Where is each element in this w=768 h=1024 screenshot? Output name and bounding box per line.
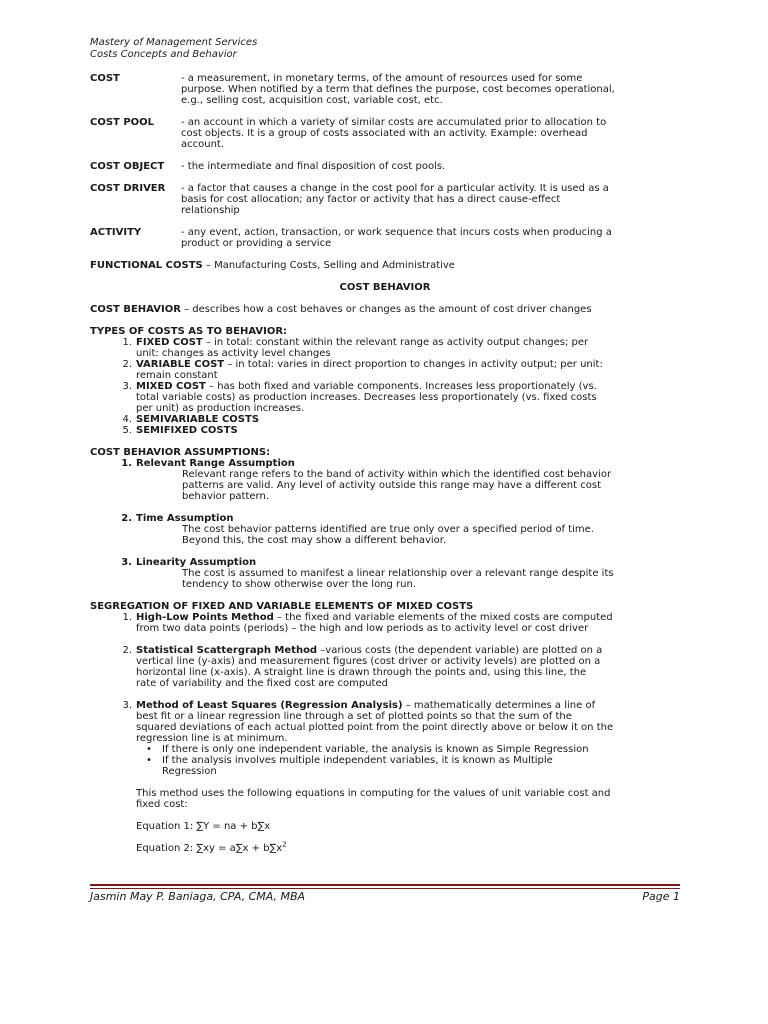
types-heading: TYPES OF COSTS AS TO BEHAVIOR: bbox=[90, 326, 288, 337]
definitions-list bbox=[90, 73, 680, 249]
definition-text bbox=[181, 73, 680, 106]
assumptions-list bbox=[90, 458, 680, 590]
page-header bbox=[90, 37, 257, 61]
type-line bbox=[136, 337, 680, 348]
definition-line: account. bbox=[181, 139, 225, 150]
definition-row bbox=[90, 117, 680, 150]
definition-line: product or providing a service bbox=[181, 238, 332, 249]
assumption-item bbox=[90, 513, 680, 546]
assumption-item bbox=[90, 458, 680, 502]
definition-term: COST bbox=[90, 73, 120, 84]
assumption-line: Relevant range refers to the band of activity within which the identified cost behavior bbox=[182, 469, 612, 480]
assumption-body bbox=[136, 458, 680, 502]
segregation-body bbox=[136, 645, 680, 689]
segregation-body bbox=[136, 612, 680, 634]
type-line bbox=[136, 359, 680, 370]
definition-line: - the intermediate and final disposition of cost pools. bbox=[181, 161, 446, 172]
definition-row bbox=[90, 227, 680, 249]
type-text: – has both fixed and variable components. Increases less proportionately (vs. bbox=[205, 381, 597, 392]
segregation-line bbox=[136, 667, 680, 678]
assumption-text bbox=[136, 568, 680, 590]
definition-text bbox=[181, 161, 680, 172]
segregation-number: 3. bbox=[122, 700, 132, 711]
assumption-title: Time Assumption bbox=[136, 513, 234, 524]
assumption-text bbox=[136, 469, 680, 502]
definition-line: relationship bbox=[181, 205, 240, 216]
segregation-line bbox=[136, 612, 680, 623]
page-footer bbox=[90, 891, 680, 903]
bullet-line: If there is only one independent variable, the analysis is known as Simple Regression bbox=[162, 744, 589, 755]
segregation-number: 2. bbox=[122, 645, 132, 656]
segregation-text: rate of variability and the fixed cost are computed bbox=[136, 678, 388, 689]
definition-term: COST DRIVER bbox=[90, 183, 166, 194]
type-text: total variable costs) as production increases. Decreases less proportionately (vs. fixed costs bbox=[136, 392, 597, 403]
assumption-line: Beyond this, the cost may show a different behavior. bbox=[182, 535, 447, 546]
type-line bbox=[136, 414, 680, 425]
type-text: – in total: constant within the relevant range as activity output changes; per bbox=[202, 337, 589, 348]
type-number: 1. bbox=[122, 337, 132, 348]
document-body bbox=[90, 73, 680, 865]
bullet-text bbox=[162, 755, 553, 777]
functional-costs-line: FUNCTIONAL COSTS – Manufacturing Costs, Selling and Administrative bbox=[90, 260, 455, 271]
footer-rule bbox=[90, 884, 680, 886]
type-label: FIXED COST bbox=[136, 337, 203, 348]
segregation-line bbox=[136, 722, 680, 733]
bullet-item bbox=[136, 755, 680, 777]
type-item bbox=[90, 425, 680, 436]
segregation-line bbox=[136, 645, 680, 656]
segregation-text: horizontal line (x-axis). A straight line is drawn through the points and, using this line, the bbox=[136, 667, 587, 678]
type-label: SEMIFIXED COSTS bbox=[136, 425, 238, 436]
footer-rule-thin bbox=[90, 888, 680, 889]
regression-bullets bbox=[136, 744, 680, 777]
definition-term: COST POOL bbox=[90, 117, 155, 128]
type-label: VARIABLE COST bbox=[136, 359, 225, 370]
equation-2-exponent: 2 bbox=[282, 840, 287, 849]
types-list bbox=[90, 337, 680, 436]
type-text: per unit) as production increases. bbox=[136, 403, 305, 414]
segregation-line bbox=[136, 656, 680, 667]
type-item bbox=[90, 337, 680, 359]
segregation-text: – the fixed and variable elements of the mixed costs are computed bbox=[273, 612, 613, 623]
definition-line: - a factor that causes a change in the cost pool for a particular activity. It is used as a bbox=[181, 183, 609, 194]
segregation-label: Statistical Scattergraph Method bbox=[136, 645, 318, 656]
segregation-text: regression line is at minimum. bbox=[136, 733, 288, 744]
segregation-item bbox=[90, 700, 680, 854]
segregation-line bbox=[136, 733, 680, 744]
assumption-body bbox=[136, 557, 680, 590]
type-body bbox=[136, 414, 680, 425]
equation-2-text: Equation 2: ∑xy = a∑x + b∑x bbox=[136, 843, 283, 854]
segregation-text: from two data points (periods) – the high and low periods as to activity level or cost driver bbox=[136, 623, 589, 634]
cost-behavior-heading: COST BEHAVIOR bbox=[339, 282, 431, 293]
type-text: unit: changes as activity level changes bbox=[136, 348, 331, 359]
segregation-text: – mathematically determines a line of bbox=[402, 700, 596, 711]
segregation-item bbox=[90, 645, 680, 689]
segregation-text: –various costs (the dependent variable) are plotted on a bbox=[317, 645, 603, 656]
assumption-number: 2. bbox=[121, 513, 132, 524]
definition-line: cost objects. It is a group of costs associated with an activity. Example: overhead bbox=[181, 128, 588, 139]
type-body bbox=[136, 381, 680, 414]
segregation-list bbox=[90, 612, 680, 854]
type-label: SEMIVARIABLE COSTS bbox=[136, 414, 260, 425]
definition-text bbox=[181, 183, 680, 216]
segregation-line bbox=[136, 700, 680, 711]
type-line bbox=[136, 392, 680, 403]
bullet-item bbox=[136, 744, 680, 755]
footer-author: Jasmin May P. Baniaga, CPA, CMA, MBA bbox=[90, 890, 306, 903]
definition-line: basis for cost allocation; any factor or activity that has a direct cause-effect bbox=[181, 194, 561, 205]
assumption-text bbox=[136, 524, 680, 546]
type-number: 3. bbox=[122, 381, 132, 392]
type-item bbox=[90, 381, 680, 414]
assumption-title: Linearity Assumption bbox=[136, 557, 257, 568]
bullet-line: If the analysis involves multiple independent variables, it is known as Multiple bbox=[162, 755, 553, 766]
type-text: – in total: varies in direct proportion to changes in activity output; per unit: bbox=[224, 359, 603, 370]
type-body bbox=[136, 425, 680, 436]
segregation-line bbox=[136, 623, 680, 634]
definition-term: COST OBJECT bbox=[90, 161, 165, 172]
assumptions-heading: COST BEHAVIOR ASSUMPTIONS: bbox=[90, 447, 271, 458]
type-number: 4. bbox=[122, 414, 132, 425]
segregation-label: High-Low Points Method bbox=[136, 612, 274, 623]
assumption-item bbox=[90, 557, 680, 590]
assumption-line: The cost behavior patterns identified are true only over a specified period of time. bbox=[182, 524, 594, 535]
definition-line: - a measurement, in monetary terms, of the amount of resources used for some bbox=[181, 73, 583, 84]
footer-page-number: Page 1 bbox=[642, 890, 680, 903]
definition-line: purpose. When notified by a term that defines the purpose, cost becomes operational, bbox=[181, 84, 615, 95]
segregation-text: best fit or a linear regression line through a set of plotted points so that the sum of the bbox=[136, 711, 572, 722]
segregation-text: squared deviations of each actual plotted point from the point directly above or below it on the bbox=[136, 722, 614, 733]
type-line bbox=[136, 381, 680, 392]
segregation-line bbox=[136, 678, 680, 689]
type-number: 5. bbox=[122, 425, 132, 436]
type-body bbox=[136, 337, 680, 359]
type-line bbox=[136, 425, 680, 436]
definition-line: - an account in which a variety of similar costs are accumulated prior to allocation to bbox=[181, 117, 607, 128]
assumption-line: The cost is assumed to manifest a linear relationship over a relevant range despite its bbox=[182, 568, 614, 579]
bullet-dot: • bbox=[146, 755, 152, 766]
type-number: 2. bbox=[122, 359, 132, 370]
segregation-text: vertical line (y-axis) and measurement figures (cost driver or activity levels) are plotted on a bbox=[136, 656, 601, 667]
method-text bbox=[136, 788, 680, 810]
definition-text bbox=[181, 117, 680, 150]
header-topic-title: Costs Concepts and Behavior bbox=[90, 49, 237, 60]
assumption-title: Relevant Range Assumption bbox=[136, 458, 295, 469]
definition-line: - any event, action, transaction, or work sequence that incurs costs when producing a bbox=[181, 227, 612, 238]
type-label: MIXED COST bbox=[136, 381, 206, 392]
segregation-number: 1. bbox=[122, 612, 132, 623]
equation-1: Equation 1: ∑Y = na + b∑x bbox=[136, 821, 271, 832]
segregation-label: Method of Least Squares (Regression Analysis) bbox=[136, 700, 403, 711]
assumption-line: tendency to show otherwise over the long run. bbox=[182, 579, 417, 590]
definition-row bbox=[90, 183, 680, 216]
type-line bbox=[136, 348, 680, 359]
type-body bbox=[136, 359, 680, 381]
type-item bbox=[90, 414, 680, 425]
assumption-number: 1. bbox=[121, 458, 132, 469]
method-line: This method uses the following equations in computing for the values of unit variable cost and bbox=[136, 788, 611, 799]
header-course-title: Mastery of Management Services bbox=[90, 37, 258, 48]
segregation-heading: SEGREGATION OF FIXED AND VARIABLE ELEMENTS OF MIXED COSTS bbox=[90, 601, 474, 612]
type-line bbox=[136, 370, 680, 381]
definition-row bbox=[90, 161, 680, 172]
cost-behavior-definition: COST BEHAVIOR – describes how a cost behaves or changes as the amount of cost driver changes bbox=[90, 304, 592, 315]
assumption-body bbox=[136, 513, 680, 546]
bullet-text bbox=[162, 744, 589, 755]
assumption-line: behavior pattern. bbox=[182, 491, 269, 502]
method-line: fixed cost: bbox=[136, 799, 188, 810]
type-text: remain constant bbox=[136, 370, 218, 381]
assumption-number: 3. bbox=[121, 557, 132, 568]
equation-2 bbox=[136, 840, 680, 854]
definition-text bbox=[181, 227, 680, 249]
definition-line: e.g., selling cost, acquisition cost, variable cost, etc. bbox=[181, 95, 443, 106]
segregation-item bbox=[90, 612, 680, 634]
assumption-line: patterns are valid. Any level of activity outside this range may have a different cost bbox=[182, 480, 601, 491]
segregation-body bbox=[136, 700, 680, 854]
type-item bbox=[90, 359, 680, 381]
segregation-line bbox=[136, 711, 680, 722]
type-line bbox=[136, 403, 680, 414]
bullet-line: Regression bbox=[162, 766, 217, 777]
definition-row bbox=[90, 73, 680, 106]
definition-term: ACTIVITY bbox=[90, 227, 142, 238]
bullet-dot: • bbox=[146, 744, 152, 755]
